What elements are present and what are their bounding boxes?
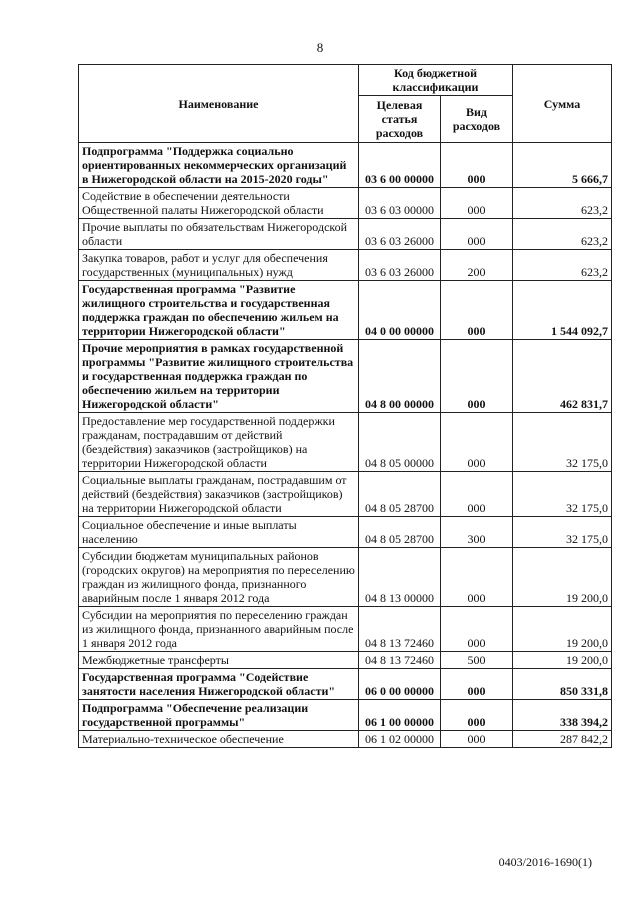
row-name: Подпрограмма "Обеспечение реализации государственной программы" — [79, 700, 359, 731]
row-name: Закупка товаров, работ и услуг для обеспечения государственных (муниципальных) нужд — [79, 250, 359, 281]
table-row — [79, 731, 612, 748]
row-target-code: 06 1 02 00000 — [359, 731, 441, 748]
row-target-code: 03 6 03 00000 — [359, 188, 441, 219]
row-target-code: 03 6 03 26000 — [359, 250, 441, 281]
row-expense-kind: 000 — [441, 669, 513, 700]
row-name: Предоставление мер государственной поддержки гражданам, пострадавшим от действий (бездействия) заказчиков (застройщиков) на территории Нижегородской области — [79, 413, 359, 472]
table-row — [79, 669, 612, 700]
row-expense-kind: 000 — [441, 700, 513, 731]
row-expense-kind: 000 — [441, 188, 513, 219]
row-sum: 19 200,0 — [513, 548, 612, 607]
row-name: Прочие мероприятия в рамках государственной программы "Развитие жилищного строительства и государственная поддержка граждан по обеспечению жильем на территории Нижегородской области" — [79, 340, 359, 413]
table-row — [79, 517, 612, 548]
row-expense-kind: 500 — [441, 652, 513, 669]
table-row — [79, 143, 612, 188]
header-code-group: Код бюджетной классификации — [359, 65, 513, 96]
table-row — [79, 281, 612, 340]
row-sum: 850 331,8 — [513, 669, 612, 700]
row-name: Материально-техническое обеспечение — [79, 731, 359, 748]
row-expense-kind: 000 — [441, 340, 513, 413]
row-expense-kind: 000 — [441, 607, 513, 652]
row-expense-kind: 200 — [441, 250, 513, 281]
table-row — [79, 219, 612, 250]
row-name: Межбюджетные трансферты — [79, 652, 359, 669]
document-code: 0403/2016-1690(1) — [498, 855, 592, 869]
header-kind: Вид расходов — [441, 96, 513, 143]
table-row — [79, 188, 612, 219]
row-sum: 19 200,0 — [513, 607, 612, 652]
page-number: 8 — [316, 40, 324, 55]
row-name: Социальные выплаты гражданам, пострадавшим от действий (бездействия) заказчиков (застройщиков) на территории Нижегородской области — [79, 472, 359, 517]
row-name: Государственная программа "Развитие жилищного строительства и государственная поддержка граждан по обеспечению жильем на территории Нижегородской области" — [79, 281, 359, 340]
row-sum: 19 200,0 — [513, 652, 612, 669]
row-sum: 32 175,0 — [513, 413, 612, 472]
table-row — [79, 413, 612, 472]
row-sum: 1 544 092,7 — [513, 281, 612, 340]
row-sum: 623,2 — [513, 219, 612, 250]
row-expense-kind: 300 — [441, 517, 513, 548]
table-row — [79, 700, 612, 731]
row-name: Субсидии на мероприятия по переселению граждан из жилищного фонда, признанного аварийным после 1 января 2012 года — [79, 607, 359, 652]
row-target-code: 04 8 05 00000 — [359, 413, 441, 472]
header-sum: Сумма — [513, 65, 612, 143]
row-target-code: 03 6 03 26000 — [359, 219, 441, 250]
table-row — [79, 652, 612, 669]
row-target-code: 04 8 13 72460 — [359, 652, 441, 669]
row-expense-kind: 000 — [441, 281, 513, 340]
row-target-code: 06 1 00 00000 — [359, 700, 441, 731]
table-row — [79, 340, 612, 413]
row-sum: 32 175,0 — [513, 517, 612, 548]
table-row — [79, 472, 612, 517]
row-name: Содействие в обеспечении деятельности Общественной палаты Нижегородской области — [79, 188, 359, 219]
header-row — [79, 65, 612, 96]
row-sum: 338 394,2 — [513, 700, 612, 731]
header-name: Наименование — [79, 65, 359, 143]
row-sum: 623,2 — [513, 188, 612, 219]
row-target-code: 06 0 00 00000 — [359, 669, 441, 700]
row-target-code: 04 8 13 00000 — [359, 548, 441, 607]
header-target: Целевая статья расходов — [359, 96, 441, 143]
row-sum: 32 175,0 — [513, 472, 612, 517]
row-target-code: 04 0 00 00000 — [359, 281, 441, 340]
budget-table — [78, 64, 612, 748]
row-target-code: 04 8 13 72460 — [359, 607, 441, 652]
table-row — [79, 607, 612, 652]
row-target-code: 04 8 00 00000 — [359, 340, 441, 413]
table-body — [79, 143, 612, 748]
row-sum: 5 666,7 — [513, 143, 612, 188]
row-sum: 623,2 — [513, 250, 612, 281]
row-expense-kind: 000 — [441, 472, 513, 517]
row-name: Подпрограмма "Поддержка социально ориентированных некоммерческих организаций в Нижегородской области на 2015-2020 годы" — [79, 143, 359, 188]
row-name: Государственная программа "Содействие занятости населения Нижегородской области" — [79, 669, 359, 700]
row-target-code: 04 8 05 28700 — [359, 517, 441, 548]
row-expense-kind: 000 — [441, 219, 513, 250]
row-name: Прочие выплаты по обязательствам Нижегородской области — [79, 219, 359, 250]
row-target-code: 04 8 05 28700 — [359, 472, 441, 517]
row-expense-kind: 000 — [441, 548, 513, 607]
row-name: Социальное обеспечение и иные выплаты населению — [79, 517, 359, 548]
row-target-code: 03 6 00 00000 — [359, 143, 441, 188]
table-row — [79, 250, 612, 281]
row-expense-kind: 000 — [441, 413, 513, 472]
table-row — [79, 548, 612, 607]
row-name: Субсидии бюджетам муниципальных районов (городских округов) на мероприятия по переселению граждан из жилищного фонда, признанного аварийным после 1 января 2012 года — [79, 548, 359, 607]
row-expense-kind: 000 — [441, 143, 513, 188]
row-sum: 287 842,2 — [513, 731, 612, 748]
row-sum: 462 831,7 — [513, 340, 612, 413]
row-expense-kind: 000 — [441, 731, 513, 748]
